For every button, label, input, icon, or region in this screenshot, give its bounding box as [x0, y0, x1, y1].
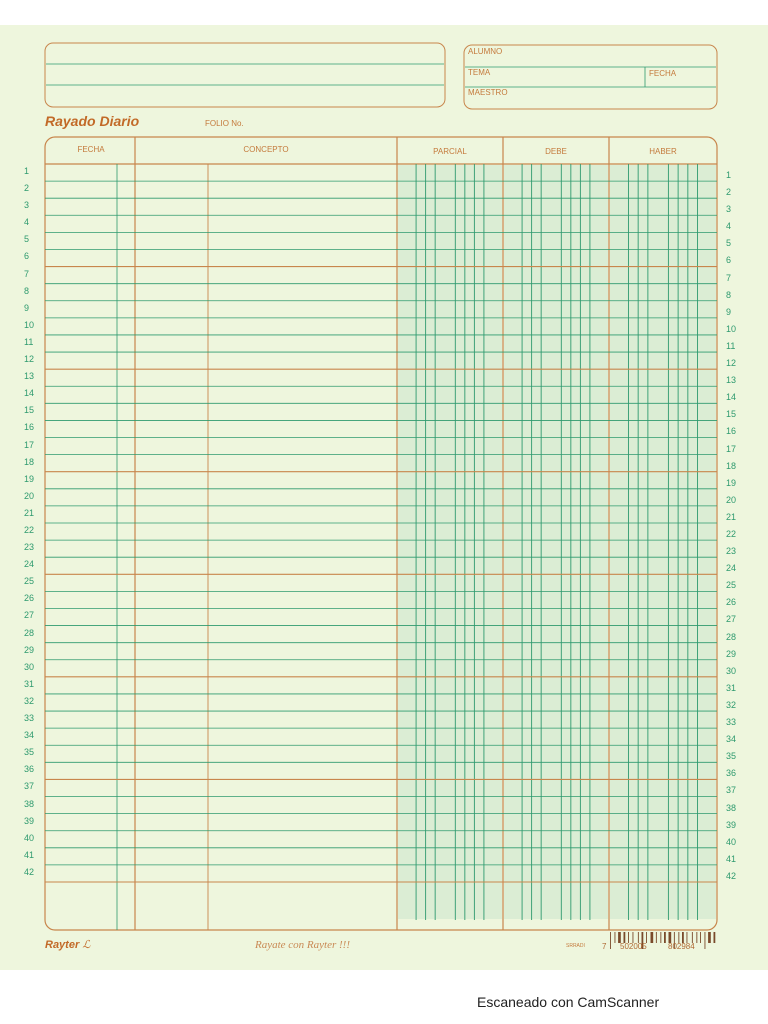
row-number-left: 19 — [24, 473, 35, 484]
row-number-right: 37 — [726, 785, 737, 796]
barcode-bar — [664, 932, 666, 943]
row-number-left: 38 — [24, 798, 35, 809]
product-code: SRRADI — [566, 943, 585, 949]
row-number-right: 8 — [726, 289, 732, 300]
row-number-right: 18 — [726, 460, 737, 471]
row-number-right: 25 — [726, 580, 737, 591]
row-number-right: 14 — [726, 392, 737, 403]
row-number-left: 25 — [24, 576, 35, 587]
barcode-bar — [660, 932, 661, 943]
amount-band — [504, 165, 608, 919]
row-number-right: 21 — [726, 511, 737, 522]
row-number-left: 11 — [24, 336, 34, 347]
row-number-left: 21 — [24, 507, 35, 518]
maestro-label: MAESTRO — [468, 88, 508, 97]
row-number-right: 32 — [726, 699, 737, 710]
row-number-right: 10 — [726, 323, 737, 334]
barcode-bar — [705, 932, 706, 949]
barcode-bar — [696, 932, 697, 943]
row-number-right: 41 — [726, 853, 737, 864]
fecha-header-label: FECHA — [649, 69, 677, 78]
row-number-left: 39 — [24, 815, 35, 826]
row-number-left: 33 — [24, 713, 35, 724]
row-number-left: 22 — [24, 525, 35, 535]
row-number-left: 20 — [24, 490, 35, 501]
row-number-right: 29 — [726, 648, 737, 659]
row-number-right: 15 — [726, 409, 737, 420]
row-number-left: 30 — [24, 661, 35, 672]
row-number-right: 16 — [726, 426, 737, 437]
row-number-right: 30 — [726, 665, 737, 676]
barcode-digits-group2: 802984 — [668, 942, 695, 951]
row-number-left: 3 — [24, 200, 30, 211]
row-number-right: 27 — [726, 614, 737, 625]
row-number-left: 2 — [24, 183, 30, 194]
row-number-left: 13 — [24, 371, 35, 382]
row-number-left: 16 — [24, 422, 35, 433]
tema-label: TEMA — [468, 68, 491, 77]
row-number-right: 4 — [726, 221, 732, 232]
row-number-right: 11 — [726, 340, 736, 351]
row-number-left: 28 — [24, 627, 35, 638]
row-number-left: 7 — [24, 268, 30, 279]
row-number-right: 40 — [726, 836, 737, 847]
slogan: Rayate con Rayter !!! — [255, 939, 350, 951]
row-number-right: 38 — [726, 802, 737, 813]
row-number-right: 24 — [726, 563, 737, 574]
row-number-right: 1 — [726, 170, 732, 180]
row-number-right: 26 — [726, 597, 737, 608]
column-header-debe: DEBE — [545, 147, 567, 156]
amount-band — [398, 165, 502, 919]
row-number-right: 2 — [726, 187, 732, 198]
alumno-label: ALUMNO — [468, 47, 503, 56]
row-number-right: 12 — [726, 358, 737, 369]
row-number-left: 34 — [24, 730, 35, 741]
row-number-right: 39 — [726, 819, 737, 830]
row-number-left: 17 — [24, 439, 35, 450]
barcode-digits-group1: 502005 — [620, 942, 647, 951]
ledger-sheet — [0, 25, 768, 970]
barcode-digit-prefix: 7 — [602, 942, 607, 951]
row-number-right: 7 — [726, 272, 732, 283]
row-number-left: 37 — [24, 781, 35, 792]
row-number-left: 14 — [24, 388, 35, 399]
row-number-left: 8 — [24, 285, 30, 296]
column-header-haber: HABER — [649, 147, 677, 156]
row-number-left: 6 — [24, 251, 30, 262]
column-header-concepto: CONCEPTO — [243, 145, 289, 154]
row-number-right: 28 — [726, 631, 737, 642]
brand-logo: Rayter ℒ — [45, 939, 91, 951]
barcode-bar — [610, 932, 611, 949]
row-number-left: 31 — [24, 678, 35, 689]
folio-label: FOLIO No. — [205, 119, 244, 128]
row-number-left: 18 — [24, 456, 35, 467]
row-number-right: 9 — [726, 306, 732, 317]
row-number-right: 20 — [726, 494, 737, 505]
row-number-left: 27 — [24, 610, 35, 621]
row-number-left: 35 — [24, 747, 35, 758]
amount-band — [610, 165, 716, 919]
info-box-left — [45, 43, 445, 107]
row-number-right: 3 — [726, 204, 732, 215]
row-number-right: 34 — [726, 734, 737, 745]
row-number-left: 40 — [24, 832, 35, 843]
row-number-left: 9 — [24, 302, 30, 313]
ruled-grid — [0, 25, 768, 970]
row-number-left: 26 — [24, 593, 35, 604]
row-number-left: 23 — [24, 542, 35, 553]
row-number-left: 12 — [24, 354, 35, 365]
row-number-left: 1 — [24, 166, 30, 176]
row-number-left: 4 — [24, 217, 30, 228]
barcode-bar — [708, 932, 711, 943]
row-number-left: 41 — [24, 849, 35, 860]
row-number-left: 36 — [24, 764, 35, 775]
row-number-left: 42 — [24, 866, 35, 877]
row-number-right: 33 — [726, 717, 737, 728]
camscanner-watermark: Escaneado con CamScanner — [477, 994, 660, 1010]
row-number-right: 23 — [726, 546, 737, 557]
column-header-fecha: FECHA — [77, 145, 105, 154]
row-number-right: 22 — [726, 529, 737, 539]
form-title: Rayado Diario — [45, 113, 140, 129]
row-number-right: 42 — [726, 870, 737, 881]
row-number-right: 35 — [726, 751, 737, 762]
barcode-bar — [700, 932, 701, 943]
row-number-left: 10 — [24, 319, 35, 330]
row-number-right: 13 — [726, 375, 737, 386]
row-number-right: 5 — [726, 238, 732, 249]
row-number-right: 17 — [726, 443, 737, 454]
column-header-parcial: PARCIAL — [433, 147, 467, 156]
row-number-right: 36 — [726, 768, 737, 779]
barcode-bar — [714, 932, 716, 943]
row-number-left: 32 — [24, 695, 35, 706]
row-number-left: 29 — [24, 644, 35, 655]
row-number-right: 19 — [726, 477, 737, 488]
barcode-bar — [615, 932, 616, 943]
row-number-right: 31 — [726, 682, 737, 693]
barcode-bar — [651, 932, 654, 943]
row-number-right: 6 — [726, 255, 732, 266]
row-number-left: 5 — [24, 234, 30, 245]
row-number-left: 15 — [24, 405, 35, 416]
row-number-left: 24 — [24, 559, 35, 570]
barcode-bar — [656, 932, 657, 943]
